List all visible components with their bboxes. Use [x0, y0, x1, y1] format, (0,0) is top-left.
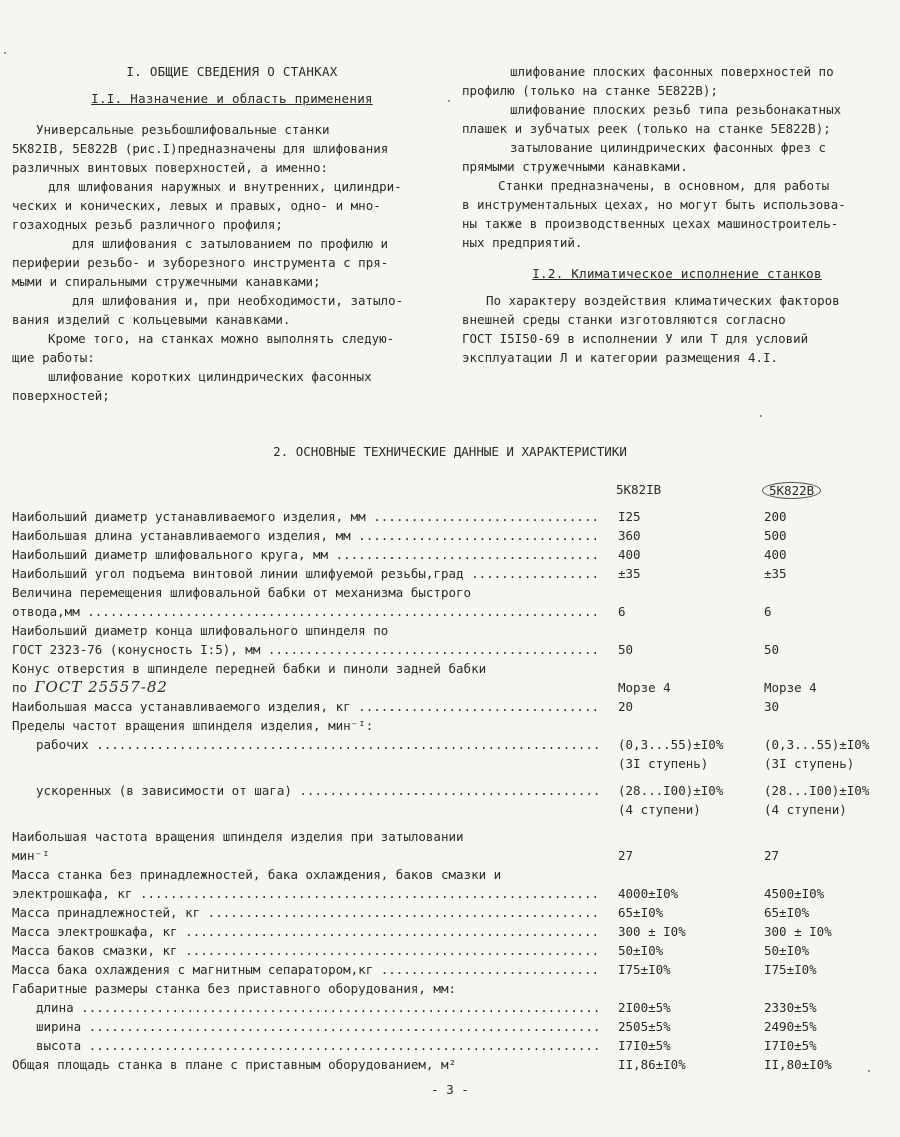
text-line: гозаходных резьб различного профиля; — [12, 217, 283, 232]
text-line: периферии резьбо- и зуборезного инструмента с пря- — [12, 255, 389, 270]
row-label: ускоренных (в зависимости от шага) ..... — [12, 781, 602, 800]
table-row — [12, 922, 892, 941]
section1-1-title: I.I. Назначение и область применения — [91, 91, 373, 106]
value-5k821v: II,86±I0% — [618, 1057, 686, 1072]
value-5k822v: (0,3...55)±I0% — [764, 737, 870, 752]
row-label: отвода,мм ..... — [12, 602, 602, 621]
section1-title: I. ОБЩИЕ СВЕДЕНИЯ О СТАНКАХ — [126, 64, 338, 79]
table-row — [12, 1055, 892, 1074]
value-5k821v: (28...I00)±I0% — [618, 783, 724, 798]
table-row — [12, 735, 892, 754]
value-5k822v: Морзе 4 — [764, 680, 817, 695]
table-row — [12, 526, 892, 545]
table-row — [12, 941, 892, 960]
text-line: Станки предназначены, в основном, для работы — [498, 178, 830, 193]
text-line: для шлифования с затылованием по профилю и — [72, 236, 389, 251]
table-row — [12, 602, 892, 621]
value-5k821v: 300 ± I0% — [618, 924, 686, 939]
row-label: Масса станка без принадлежностей, бака охлаждения, баков смазки и — [12, 867, 502, 882]
column-header-5k822v: 5К822В — [762, 482, 821, 499]
value-5k822v: I75±I0% — [764, 962, 817, 977]
row-label: высота ..... — [12, 1036, 602, 1055]
row-label: рабочих ..... — [12, 735, 602, 754]
value-5k821v: 50±I0% — [618, 943, 664, 958]
scan-speck — [4, 52, 6, 54]
value-5k822v: ±35 — [764, 566, 787, 581]
row-label: Общая площадь станка в плане с приставным оборудованием, м² — [12, 1057, 457, 1072]
value-5k821v: I25 — [618, 509, 641, 524]
value-5k821v: 360 — [618, 528, 641, 543]
value-5k822v: 400 — [764, 547, 787, 562]
text-line: Кроме того, на станках можно выполнять следую- — [48, 331, 395, 346]
table-row — [12, 903, 892, 922]
text-line: плашек и зубчатых реек (только на станке 5Е822В); — [462, 121, 831, 136]
value-5k822v: 50 — [764, 642, 780, 657]
value-5k821v: 65±I0% — [618, 905, 664, 920]
text-line: поверхностей; — [12, 388, 110, 403]
section2-title: 2. ОСНОВНЫЕ ТЕХНИЧЕСКИЕ ДАННЫЕ И ХАРАКТЕРИСТИКИ — [273, 444, 627, 459]
table-row — [12, 865, 892, 884]
row-label: Наибольшая частота вращения шпинделя изделия при затыловании — [12, 829, 464, 844]
row-label: Масса принадлежностей, кг ..... — [12, 903, 602, 922]
table-row — [12, 697, 892, 716]
row-label: Наибольший диаметр шлифовального круга, мм ..... — [12, 545, 602, 564]
row-label: Пределы частот вращения шпинделя изделия, мин⁻ᴵ: — [12, 718, 374, 733]
value-5k822v: 6 — [764, 604, 772, 619]
text-line: шлифование плоских резьб типа резьбонакатных — [510, 102, 842, 117]
value-5k822v: 4500±I0% — [764, 886, 825, 901]
text-line: различных винтовых поверхностей, а именно: — [12, 160, 329, 175]
value-5k821v: ±35 — [618, 566, 641, 581]
value-5k821v: 400 — [618, 547, 641, 562]
row-label: Масса баков смазки, кг ..... — [12, 941, 602, 960]
row-label: Величина перемещения шлифовальной бабки от механизма быстрого — [12, 585, 472, 600]
section1-right-column — [462, 62, 892, 367]
value-5k821v: 2I00±5% — [618, 1000, 671, 1015]
text-line: ных предприятий. — [462, 235, 583, 250]
row-label: Конус отверстия в шпинделе передней бабки и пиноли задней бабки — [12, 661, 487, 676]
value-5k821v: I7I0±5% — [618, 1038, 671, 1053]
row-label: ГОСТ 2323-76 (конусность I:5), мм ..... — [12, 640, 602, 659]
text-line: внешней среды станки изготовляются согласно — [462, 312, 786, 327]
text-line: ческих и конических, левых и правых, одно- и мно- — [12, 198, 381, 213]
table-row — [12, 659, 892, 678]
row-label: Наибольшая масса устанавливаемого изделия, кг ..... — [12, 697, 602, 716]
text-line: профилю (только на станке 5Е822В); — [462, 83, 718, 98]
text-line: прямыми стружечными канавками. — [462, 159, 688, 174]
text-line: затылование цилиндрических фасонных фрез с — [510, 140, 827, 155]
value-5k822v: 30 — [764, 699, 780, 714]
row-label: мин⁻ᴵ — [12, 848, 50, 863]
row-label: Габаритные размеры станка без приставного оборудования, мм: — [12, 981, 457, 996]
value-5k822v: 300 ± I0% — [764, 924, 832, 939]
table-row — [12, 1036, 892, 1055]
value-5k821v: 20 — [618, 699, 634, 714]
text-line: мыми и спиральными стружечными канавками; — [12, 274, 321, 289]
table-row — [12, 754, 892, 773]
table-row — [12, 507, 892, 526]
value-5k822v: 50±I0% — [764, 943, 810, 958]
row-label — [12, 678, 602, 697]
value-5k822v: 65±I0% — [764, 905, 810, 920]
table-row — [12, 583, 892, 602]
scan-speck — [760, 415, 762, 417]
value-5k822v: 27 — [764, 848, 780, 863]
table-row — [12, 827, 892, 846]
value-5k821v: 27 — [618, 848, 634, 863]
column-header-5k821v: 5К82IВ — [616, 482, 662, 497]
table-row — [12, 800, 892, 819]
value-5k822v: 200 — [764, 509, 787, 524]
text-line: ГОСТ I5I50-69 в исполнении У или Т для условий — [462, 331, 809, 346]
row-label: Наибольший диаметр конца шлифовального шпинделя по — [12, 623, 389, 638]
value-5k822v: (4 ступени) — [764, 802, 847, 817]
value-5k822v: I7I0±5% — [764, 1038, 817, 1053]
table-row — [12, 545, 892, 564]
table-row — [12, 846, 892, 865]
row-label: Наибольший угол подъема винтовой линии шлифуемой резьбы,град ..... — [12, 564, 602, 583]
value-5k821v: 4000±I0% — [618, 886, 679, 901]
table-row — [12, 716, 892, 735]
value-5k821v: I75±I0% — [618, 962, 671, 977]
text-line: щие работы: — [12, 350, 95, 365]
text-line: в инструментальных цехах, но могут быть использова- — [462, 197, 846, 212]
text-line: вания изделий с кольцевыми канавками. — [12, 312, 291, 327]
text-line: ны также в производственных цехах машиностроитель- — [462, 216, 839, 231]
text-line: шлифование коротких цилиндрических фасонных — [48, 369, 372, 384]
section1-left-column — [12, 62, 452, 405]
row-label: ширина ..... — [12, 1017, 602, 1036]
text-line: Универсальные резьбошлифовальные станки — [36, 122, 330, 137]
section1-2-title: I.2. Климатическое исполнение станков — [532, 266, 822, 281]
value-5k821v: 6 — [618, 604, 626, 619]
scan-speck — [868, 1070, 870, 1072]
text-line: По характеру воздействия климатических факторов — [486, 293, 840, 308]
text-line: для шлифования наружных и внутренних, цилиндри- — [48, 179, 402, 194]
table-row — [12, 781, 892, 800]
row-label: электрошкафа, кг ..... — [12, 884, 602, 903]
handwritten-gost: ГОСТ 25557-82 — [34, 678, 168, 696]
value-5k821v: (3I ступень) — [618, 756, 709, 771]
table-row — [12, 564, 892, 583]
table-row — [12, 678, 892, 697]
table-row — [12, 621, 892, 640]
value-5k821v: 50 — [618, 642, 634, 657]
page-number: - 3 - — [431, 1082, 469, 1097]
table-row — [12, 884, 892, 903]
value-5k822v: (3I ступень) — [764, 756, 855, 771]
row-label: Наибольший диаметр устанавливаемого изделия, мм ..... — [12, 507, 602, 526]
value-5k821v: 2505±5% — [618, 1019, 671, 1034]
table-row — [12, 979, 892, 998]
row-label: Наибольшая длина устанавливаемого изделия, мм ..... — [12, 526, 602, 545]
row-label: Масса электрошкафа, кг ..... — [12, 922, 602, 941]
value-5k822v: II,80±I0% — [764, 1057, 832, 1072]
text-line: 5К82IВ, 5Е822В (рис.I)предназначены для шлифования — [12, 141, 389, 156]
value-5k821v: (4 ступени) — [618, 802, 701, 817]
text-line: шлифование плоских фасонных поверхностей по — [510, 64, 834, 79]
spec-rows — [12, 507, 892, 1074]
value-5k822v: 2490±5% — [764, 1019, 817, 1034]
value-5k821v: (0,3...55)±I0% — [618, 737, 724, 752]
value-5k822v: 500 — [764, 528, 787, 543]
scan-speck — [448, 100, 450, 102]
row-label: длина ..... — [12, 998, 602, 1017]
value-5k821v: Морзе 4 — [618, 680, 671, 695]
table-row — [12, 960, 892, 979]
text-line: для шлифования и, при необходимости, затыло- — [72, 293, 404, 308]
table-row — [12, 1017, 892, 1036]
text-line: эксплуатации Л и категории размещения 4.I. — [462, 350, 779, 365]
value-5k822v: 2330±5% — [764, 1000, 817, 1015]
row-label: Масса бака охлаждения с магнитным сепаратором,кг ..... — [12, 960, 602, 979]
table-row — [12, 640, 892, 659]
value-5k822v: (28...I00)±I0% — [764, 783, 870, 798]
row-label-text: по — [12, 680, 28, 695]
table-row — [12, 998, 892, 1017]
